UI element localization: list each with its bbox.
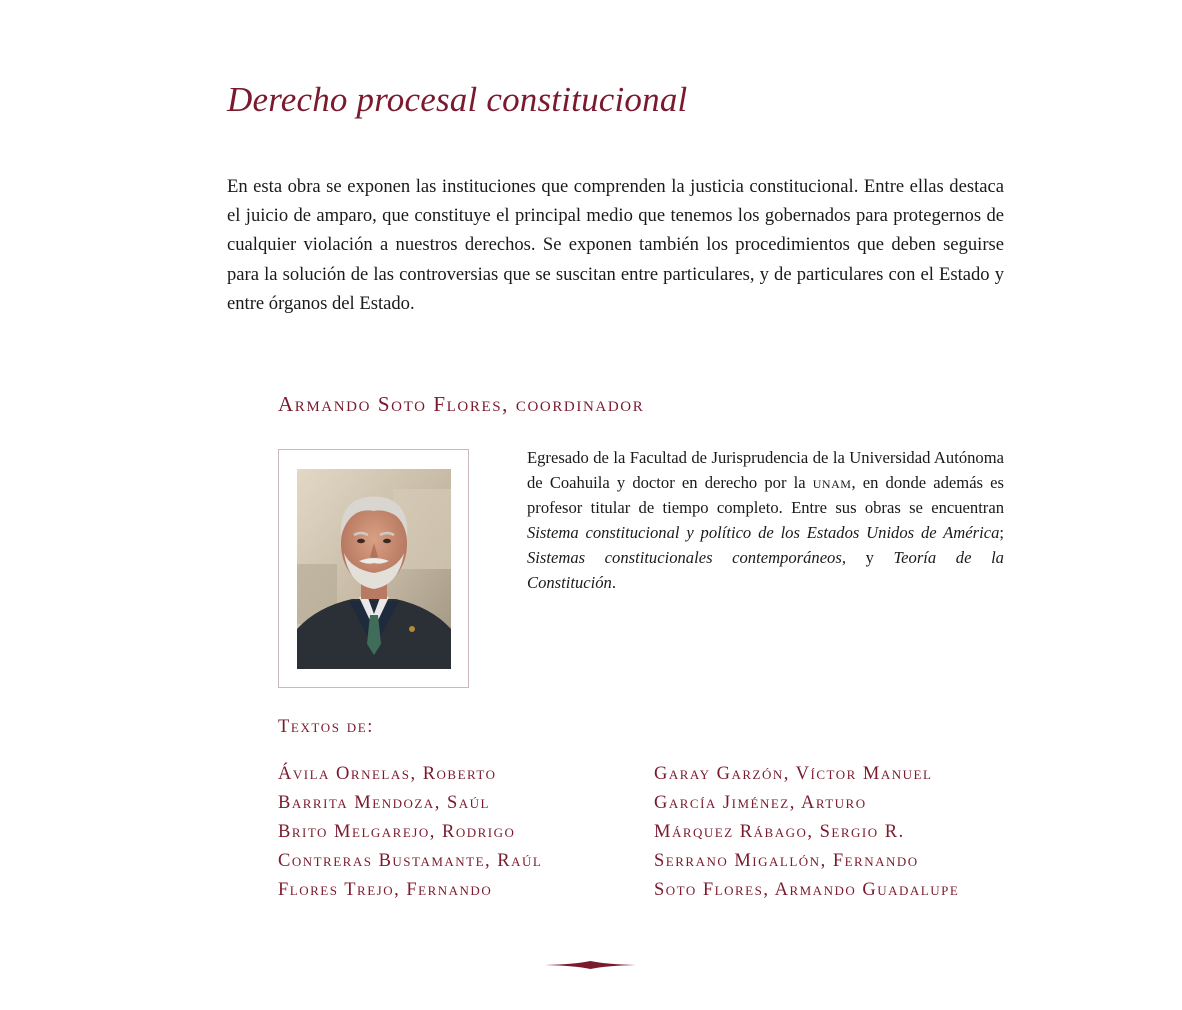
bio-separator-2: , y: [841, 548, 894, 567]
coordinator-photo: [297, 469, 451, 669]
contributor-name: Ávila Ornelas, Roberto: [278, 764, 497, 784]
coordinator-heading: Armando Soto Flores, coordinador: [278, 392, 645, 416]
bio-work-1: Sistema constitucional y político de los Estados Unidos de América: [527, 523, 1000, 542]
contributor-name: Flores Trejo, Fernando: [278, 880, 493, 900]
photo-frame: [278, 449, 469, 688]
bio-text-2: , en donde además es profesor titular de tiempo completo. Entre sus obras se encuentran: [527, 473, 1004, 517]
bio-institution: unam: [812, 473, 852, 492]
contributor-name: Soto Flores, Armando Guadalupe: [654, 880, 960, 900]
contributor-name: Márquez Rábago, Sergio R.: [654, 822, 905, 842]
divider-ornament-icon: [545, 958, 636, 972]
contributor-name: Brito Melgarejo, Rodrigo: [278, 822, 516, 842]
contributors-list-right: [654, 760, 959, 905]
bio-work-2: Sistemas constitucionales contemporáneos: [527, 548, 842, 567]
contributors-list-left: [278, 760, 542, 905]
contributor-name: Serrano Migallón, Fernando: [654, 851, 919, 871]
contributor-name: Contreras Bustamante, Raúl: [278, 851, 543, 871]
coordinator-bio: [527, 445, 1004, 595]
bio-end: .: [611, 573, 616, 592]
portrait-illustration: [297, 469, 451, 669]
contributors-label: Textos de:: [278, 717, 375, 737]
book-description: En esta obra se exponen las instituciones que comprenden la justicia constitucional. Entre ellas destaca el juicio de amparo, que constituye el principal medio que tenemos los gobernados para protegernos de cualquier violación a nuestros derechos. Se exponen también los procedimientos que deben seguirse para la solución de las controversias que se suscitan entre particulares, y de particulares con el Estado y entre órganos del Estado.: [227, 176, 1004, 314]
book-title: Derecho procesal constitucional: [227, 80, 688, 119]
contributor-name: García Jiménez, Arturo: [654, 793, 867, 813]
bio-work-3: Teoría de la Constitución: [527, 548, 1004, 592]
contributor-name: Garay Garzón, Víctor Manuel: [654, 764, 933, 784]
contributor-name: Barrita Mendoza, Saúl: [278, 793, 490, 813]
bio-text-1: Egresado de la Facultad de Jurisprudencia de la Universidad Autónoma de Coahuila y doctor en derecho por la: [527, 448, 1004, 492]
bio-separator-1: ;: [999, 523, 1004, 542]
